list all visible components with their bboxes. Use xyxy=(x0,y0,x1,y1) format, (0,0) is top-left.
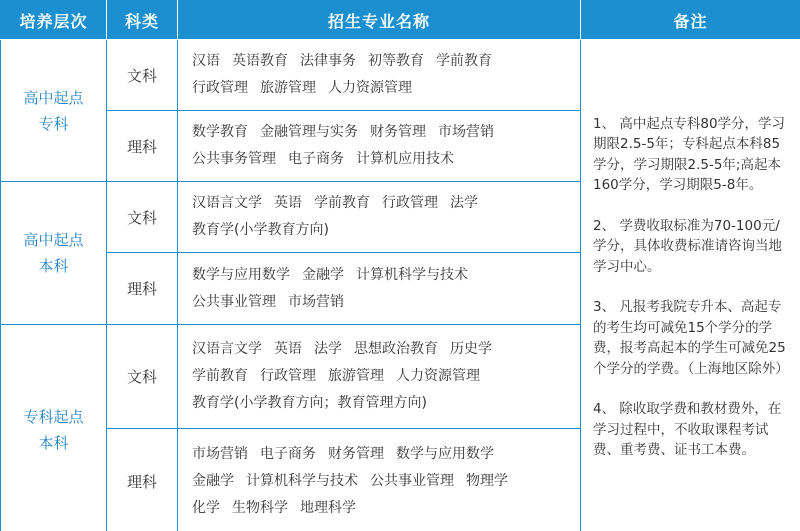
major-item: 思想政治教育 xyxy=(354,341,438,357)
header-notes: 备注 xyxy=(581,1,800,40)
major-item: 金融学 xyxy=(192,473,234,489)
header-majors: 招生专业名称 xyxy=(178,1,581,40)
major-line xyxy=(192,190,574,217)
major-line xyxy=(192,262,574,289)
level-line2: 本科 xyxy=(38,257,69,275)
major-item: 数学教育 xyxy=(192,124,248,140)
majors-cell xyxy=(178,182,581,253)
major-item: 计算机科学与技术 xyxy=(356,266,468,283)
major-item: 法学 xyxy=(450,195,478,211)
major-item: 英语教育 xyxy=(232,53,288,69)
major-item: 英语 xyxy=(274,195,302,211)
majors-cell xyxy=(178,429,581,531)
major-item: 行政管理 xyxy=(260,368,316,384)
category-cell: 文科 xyxy=(107,40,178,111)
major-item: 汉语言文学 xyxy=(192,195,262,211)
major-line xyxy=(192,217,574,244)
major-item: 人力资源管理 xyxy=(328,80,412,96)
major-line xyxy=(192,336,574,363)
level-line1: 专科起点 xyxy=(23,407,84,426)
major-item: 汉语 xyxy=(192,53,220,69)
major-item: 市场营销 xyxy=(192,446,248,462)
major-line xyxy=(192,441,574,468)
major-line xyxy=(192,390,574,417)
major-item: 历史学 xyxy=(450,341,492,357)
major-item: 数学与应用数学 xyxy=(396,446,494,462)
category-cell: 理科 xyxy=(107,429,178,531)
major-item: 旅游管理 xyxy=(328,368,384,384)
table-header-row xyxy=(1,1,800,40)
major-item: 教育学(小学教育方向；教育管理方向) xyxy=(192,395,427,411)
category-cell: 理科 xyxy=(107,111,178,182)
major-item: 地理科学 xyxy=(300,500,356,516)
level-line1: 高中起点 xyxy=(23,231,84,249)
major-item: 化学 xyxy=(192,500,220,516)
level-cell-zhuanke-benke xyxy=(1,325,107,531)
major-item: 法学 xyxy=(314,341,342,357)
major-item: 学前教育 xyxy=(436,53,492,69)
major-item: 金融学 xyxy=(302,266,344,283)
level-line2: 专科 xyxy=(38,114,69,133)
major-line xyxy=(192,289,574,316)
major-line xyxy=(192,119,574,146)
major-item: 市场营销 xyxy=(438,124,494,140)
major-item: 人力资源管理 xyxy=(396,368,480,384)
major-line xyxy=(192,363,574,390)
note-item: 2、 学费收取标准为70-100元/学分，具体收费标准请咨询当地学习中心。 xyxy=(593,217,782,275)
major-item: 计算机应用技术 xyxy=(356,151,454,167)
majors-cell xyxy=(178,111,581,182)
major-item: 初等教育 xyxy=(368,53,424,69)
major-line xyxy=(192,48,574,75)
major-line xyxy=(192,146,574,173)
major-item: 汉语言文学 xyxy=(192,341,262,357)
note-item: 1、 高中起点专科80学分，学习期限2.5-5年；专科起点本科85学分，学习期限2.5-5年;高起本160学分，学习期限5-8年。 xyxy=(593,115,786,193)
header-category: 科类 xyxy=(107,1,178,40)
header-level: 培养层次 xyxy=(1,1,107,40)
major-line xyxy=(192,75,574,102)
category-cell: 理科 xyxy=(107,253,178,325)
major-item: 法律事务 xyxy=(300,53,356,69)
level-line1: 高中起点 xyxy=(23,88,84,107)
table-row xyxy=(1,40,800,111)
notes-cell xyxy=(581,40,800,531)
major-item: 学前教育 xyxy=(314,195,370,211)
major-item: 教育学(小学教育方向) xyxy=(192,222,329,238)
level-line2: 本科 xyxy=(38,433,69,452)
majors-cell xyxy=(178,40,581,111)
level-cell-gaozhi-benke xyxy=(1,182,107,325)
major-item: 公共事业管理 xyxy=(192,293,276,310)
major-line xyxy=(192,468,574,495)
major-item: 财务管理 xyxy=(370,124,426,140)
note-item: 3、 凡报考我院专升本、高起专的考生均可减免15个学分的学费，报考高起本的学生可减免25个学分的学费。（上海地区除外） xyxy=(593,299,789,377)
major-line xyxy=(192,495,574,522)
major-item: 行政管理 xyxy=(192,80,248,96)
major-item: 旅游管理 xyxy=(260,80,316,96)
note-item: 4、 除收取学费和教材费外，在学习过程中，不收取课程考试费、重考费、证书工本费。 xyxy=(593,401,782,458)
major-item: 公共事业管理 xyxy=(370,473,454,489)
major-item: 财务管理 xyxy=(328,446,384,462)
major-item: 英语 xyxy=(274,341,302,357)
majors-cell xyxy=(178,253,581,325)
major-item: 计算机科学与技术 xyxy=(246,473,358,489)
category-cell: 文科 xyxy=(107,325,178,429)
major-item: 学前教育 xyxy=(192,368,248,384)
major-item: 数学与应用数学 xyxy=(192,266,290,283)
major-item: 电子商务 xyxy=(260,446,316,462)
majors-cell xyxy=(178,325,581,429)
major-item: 电子商务 xyxy=(288,151,344,167)
major-item: 行政管理 xyxy=(382,195,438,211)
major-item: 生物科学 xyxy=(232,500,288,516)
category-cell: 文科 xyxy=(107,182,178,253)
level-cell-gaozhi-zhuanke xyxy=(1,40,107,182)
major-item: 物理学 xyxy=(466,473,508,489)
major-item: 公共事务管理 xyxy=(192,151,276,167)
major-item: 金融管理与实务 xyxy=(260,124,358,140)
major-item: 市场营销 xyxy=(288,293,344,310)
